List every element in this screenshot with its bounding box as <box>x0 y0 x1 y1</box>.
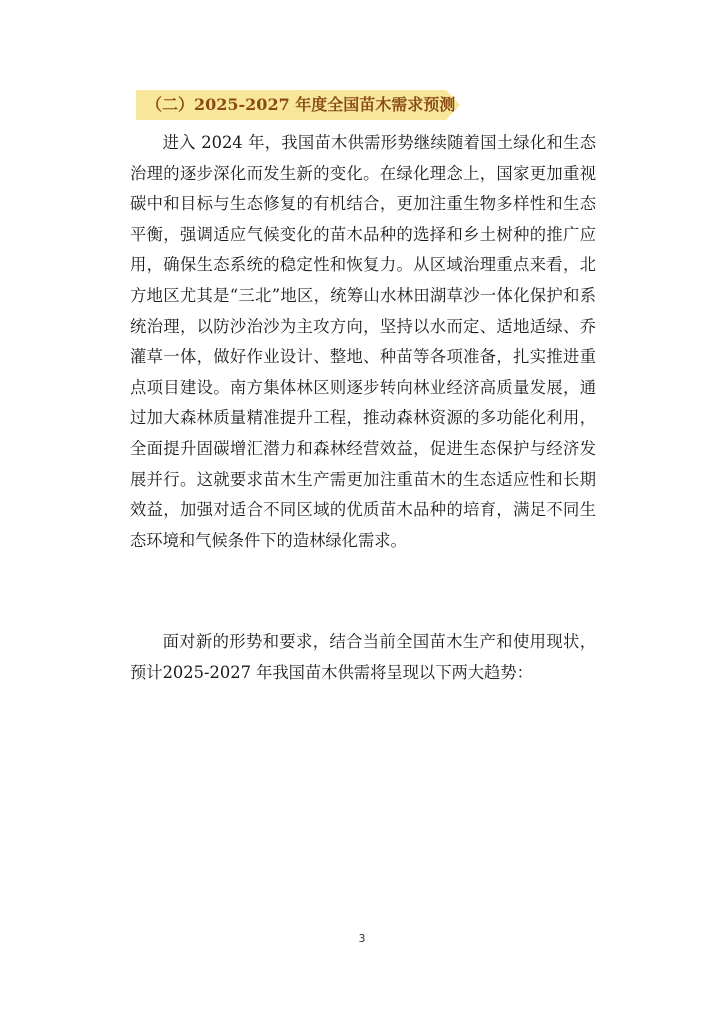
section-heading: （二）2025-2027 年度全国苗木需求预测 <box>146 95 456 114</box>
page-number: 3 <box>358 932 366 945</box>
body-paragraph-1: 进入 2024 年，我国苗木供需形势继续随着国土绿化和生态治理的逐步深化而发生新的变化。在绿化理念上，国家更加重视碳中和目标与生态修复的有机结合，更加注重生物多样性和生态平衡，强调适应气候变化的苗木品种的选择和乡土树种的推广应用，确保生态系统的稳定性和恢复力。从区域治理重点来看，北方地区尤其是“三北”地区，统筹山水林田湖草沙一体化保护和系统治理，以防沙治沙为主攻方向，坚持以水而定、适地适绿、乔灌草一体，做好作业设计、整地、种苗等各项准备，扎实推进重点项目建设。南方集体林区则逐步转向林业经济高质量发展，通过加大森林质量精准提升工程，推动森林资源的多功能化利用，全面提升固碳增汇潜力和森林经营效益，促进生态保护与经济发展并行。这就要求苗木生产需更加注重苗木的生态适应性和长期效益，加强对适合不同区域的优质苗木品种的培育，满足不同生态环境和气候条件下的造林绿化需求。 <box>130 133 596 550</box>
body-paragraph-2: 面对新的形势和要求，结合当前全国苗木生产和使用现状，预计2025-2027 年我国苗木供需将呈现以下两大趋势： <box>130 632 596 682</box>
section-heading-banner <box>136 90 460 120</box>
